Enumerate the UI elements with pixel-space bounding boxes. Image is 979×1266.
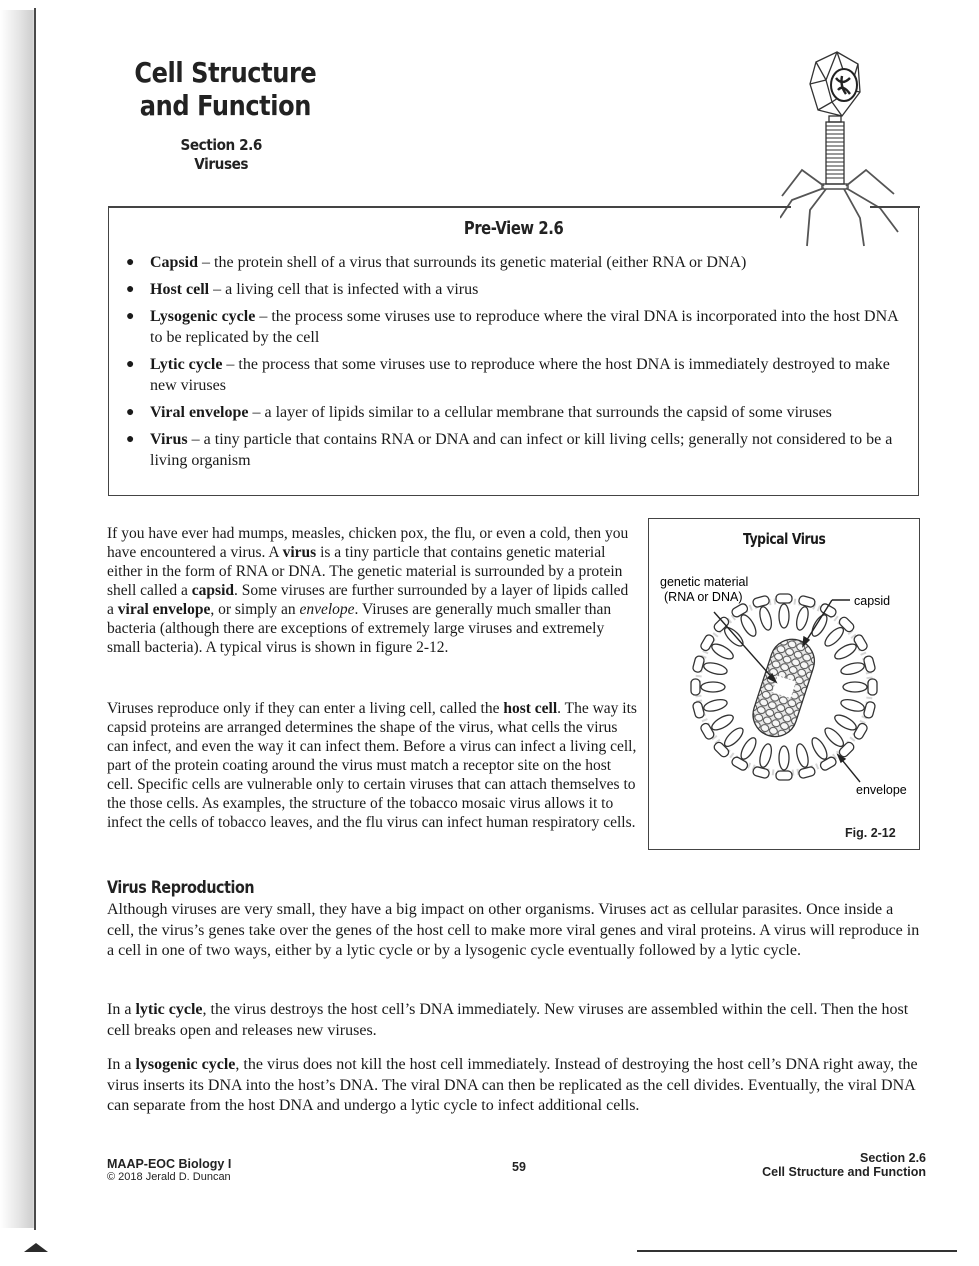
vocabulary-definition: – a tiny particle that contains RNA or DNA and can infect or kill living cells; generally not considered to be a living organism (150, 431, 893, 469)
figure-caption: Fig. 2-12 (845, 826, 896, 840)
scan-binding-shadow (0, 10, 36, 1228)
reproduction-paragraph-3: In a lysogenic cycle, the virus does not kill the host cell immediately. Instead of destroying the host cell’s DNA right away, the virus inserts its DNA into the host’s DNA. The viral DNA can then be replicated as the cell divides. Eventually, the viral DNA can separate from the host DNA and undergo a lytic cycle to infect additional cells. (107, 1056, 918, 1114)
intro-paragraph-1: If you have ever had mumps, measles, chicken pox, the flu, or even a cold, then you have encountered a virus. A virus is a tiny particle that contains genetic material either in the form of RNA or DNA. The genetic material is surrounded by a protein shell called a capsid. Some viruses are further surrounded by a layer of lipids called a viral envelope, or simply an envelope. Viruses are generally much smaller than bacteria (although there are exceptions of extremely large viruses and extremely small bacteria). A typical virus is shown in figure 2-12. (107, 525, 629, 656)
footer-copyright: © 2018 Jerald D. Duncan (107, 1171, 231, 1183)
vocabulary-definition: – a living cell that is infected with a virus (209, 281, 479, 298)
key-term: viral envelope (117, 601, 211, 618)
vocabulary-item (126, 402, 906, 423)
bullet-icon: ● (126, 357, 135, 372)
section-number: Section 2.6 (180, 136, 262, 154)
key-term: capsid (191, 582, 234, 599)
preview-title: Pre-View 2.6 (463, 218, 564, 239)
vocabulary-term: Viral envelope (150, 404, 249, 421)
vocabulary-definition: – the protein shell of a virus that surrounds its genetic material (either RNA or DNA) (198, 254, 747, 271)
bullet-icon: ● (126, 282, 135, 297)
vocabulary-item (126, 354, 906, 396)
vocabulary-item (126, 306, 906, 348)
vocabulary-definition: – the process that some viruses use to reproduce where the host DNA is immediately destroyed to make new viruses (150, 356, 890, 394)
scan-corner-mark (24, 1243, 48, 1252)
scan-binding-edge (34, 8, 36, 1230)
section-topic: Viruses (194, 155, 249, 173)
key-term: host cell (503, 700, 558, 717)
label-capsid: capsid (854, 594, 891, 608)
preview-box-border (108, 206, 791, 208)
preview-box-border (870, 206, 920, 208)
figure-title: Typical Virus (742, 530, 826, 548)
bullet-icon: ● (126, 309, 135, 324)
key-term: virus (282, 544, 317, 561)
label-genetic-material: genetic material (660, 575, 749, 589)
footer-chapter: Cell Structure and Function (762, 1165, 926, 1179)
italic-term: envelope (299, 601, 355, 618)
reproduction-paragraph-2: In a lytic cycle, the virus destroys the host cell’s DNA immediately. New viruses are assembled within the cell. Then the host cell breaks open and releases new viruses. (107, 1001, 909, 1039)
chapter-title-line2: and Function (139, 89, 311, 122)
key-term: lytic cycle (135, 1001, 203, 1018)
section-subtitle (120, 136, 322, 174)
chapter-title-line1: Cell Structure (134, 56, 317, 89)
bullet-icon: ● (126, 432, 135, 447)
bullet-icon: ● (126, 405, 135, 420)
vocabulary-term: Capsid (150, 254, 199, 271)
vocabulary-term: Lytic cycle (150, 356, 223, 373)
page-number: 59 (512, 1160, 526, 1174)
vocabulary-item (126, 252, 906, 273)
intro-paragraph-2: Viruses reproduce only if they can enter a living cell, called the host cell. The way its capsid proteins are arranged determines the shape of the virus, what cells the virus can infect, and even the way it can infect them. Before a virus can infect a living cell, part of the protein coating around the virus must match a receptor site on the host cell. Specific cells are vulnerable only to certain viruses that can attach themselves to the those cells. As examples, the structure of the tobacco mosaic virus allows it to infect the cells of tobacco leaves, and the flu virus can infect human respiratory cells. (107, 700, 637, 831)
vocabulary-item (126, 279, 906, 300)
vocabulary-list (126, 252, 906, 477)
section-heading: Virus Reproduction (107, 878, 255, 898)
scan-bottom-edge (637, 1250, 957, 1252)
label-envelope: envelope (856, 783, 907, 797)
footer-section: Section 2.6 (860, 1151, 926, 1165)
chapter-title (120, 56, 331, 122)
vocabulary-definition: – a layer of lipids similar to a cellular membrane that surrounds the capsid of some viruses (248, 404, 832, 421)
bullet-icon: ● (126, 255, 135, 270)
reproduction-paragraph-1: Although viruses are very small, they have a big impact on other organisms. Viruses act as cellular parasites. Once inside a cell, the virus’s genes take over the genes of the host cell to make more viral genes and viral proteins. A virus will reproduce in a cell in one of two ways, either by a lytic cycle or by a lysogenic cycle eventually followed by a lytic cycle. (107, 901, 920, 959)
enveloped-virus-icon (648, 560, 920, 820)
vocabulary-term: Host cell (150, 281, 210, 298)
vocabulary-term: Virus (150, 431, 188, 448)
vocabulary-definition: – the process some viruses use to reproduce where the viral DNA is incorporated into the host DNA to be replicated by the cell (150, 308, 898, 346)
label-rna-or-dna: (RNA or DNA) (664, 590, 743, 604)
key-term: lysogenic cycle (135, 1056, 236, 1073)
vocabulary-term: Lysogenic cycle (150, 308, 256, 325)
vocabulary-item (126, 429, 906, 471)
footer-book-title: MAAP-EOC Biology I (107, 1157, 232, 1171)
